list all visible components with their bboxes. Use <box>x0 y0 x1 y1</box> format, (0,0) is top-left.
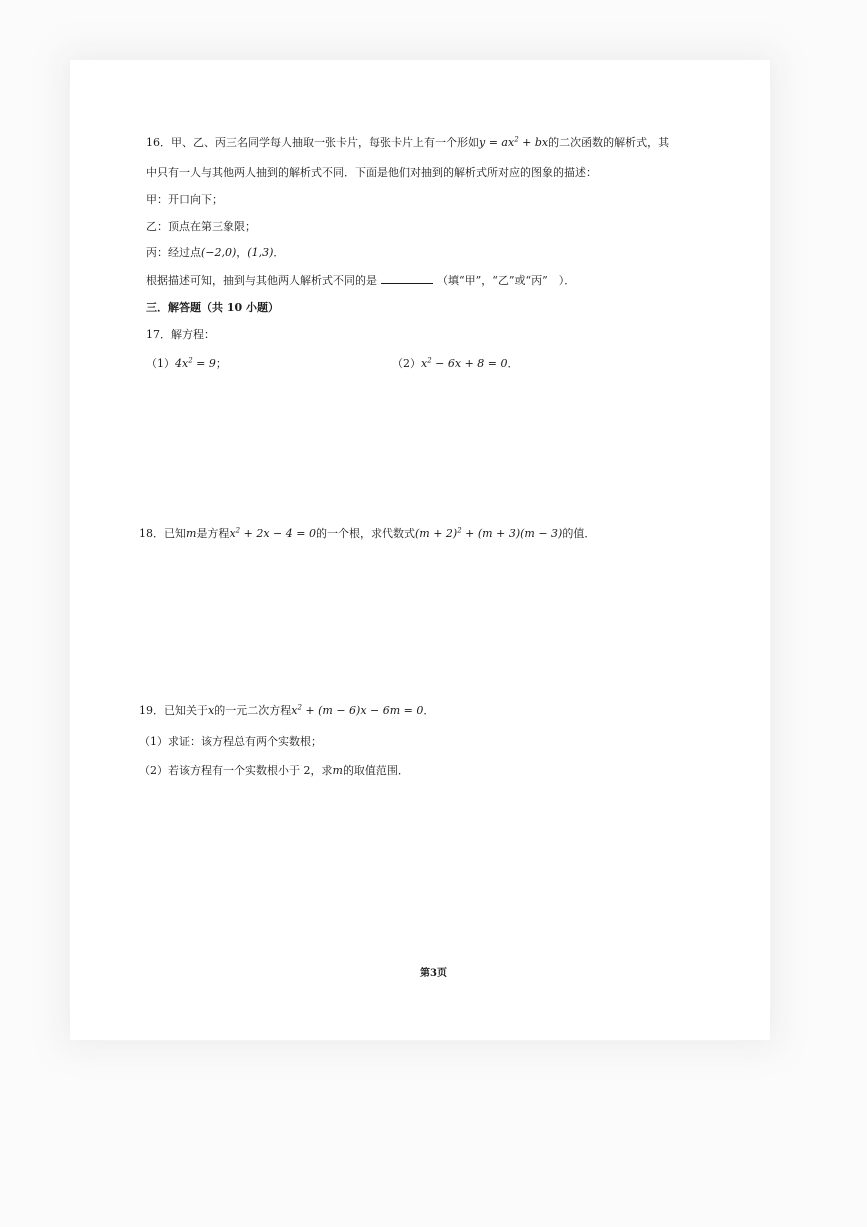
q17-part2 <box>392 357 519 371</box>
q18-expression <box>415 527 562 540</box>
q19-eq-exp: 2 <box>297 703 302 712</box>
q16-line1 <box>146 136 669 150</box>
q16-conclusion-hint: （填“甲”，“乙”或“丙” ）． <box>437 274 576 287</box>
q16-point-1: (−2,0) <box>201 246 237 259</box>
q19-eq-pre: x <box>291 704 298 717</box>
q19-part2-text-b: 的取值范围． <box>342 764 409 777</box>
q18-equation <box>229 527 316 540</box>
q19-part2-var-m: m <box>332 764 343 777</box>
q16-point-2: (1,3) <box>247 246 274 259</box>
q18-eq-pre: x <box>229 527 236 540</box>
q19-eq-post: + (m − 6)x − 6m = 0 <box>301 704 424 717</box>
q18-expr-pre: (m + 2) <box>414 527 458 540</box>
q19-text-a: 19．已知关于 <box>139 704 208 717</box>
q16-bing-text: 丙：经过点 <box>146 246 201 259</box>
q19-line <box>139 704 434 718</box>
q18-eq-exp: 2 <box>235 526 241 535</box>
q16-formula <box>479 136 548 149</box>
q17-part1-eq <box>175 357 216 370</box>
q19-end: ． <box>423 704 435 717</box>
q16-conclusion-text: 根据描述可知，抽到与其他两人解析式不同的是 <box>146 274 377 287</box>
q19-var-x: x <box>208 704 215 717</box>
q18-eq-post: + 2x − 4 = 0 <box>240 527 316 540</box>
q18-text-a: 18．已知 <box>139 527 186 540</box>
q16-jia: 甲：开口向下； <box>146 193 223 206</box>
q17-title: 17．解方程： <box>146 328 215 341</box>
q18-expr-post: + (m + 3)(m − 3) <box>461 527 563 540</box>
q18-expr-exp: 2 <box>457 526 462 535</box>
q17-part1-pre: 4x <box>175 357 189 370</box>
q17-part2-pre: x <box>421 357 428 370</box>
q16-formula-exp: 2 <box>514 135 519 144</box>
q19-part2 <box>139 764 409 778</box>
q16-conclusion <box>146 273 575 288</box>
q17-part2-post: − 6x + 8 = 0 <box>431 357 508 370</box>
q16-formula-pre: y = ax <box>479 136 515 149</box>
q17-part1 <box>146 357 227 371</box>
q16-line2: 中只有一人与其他两人抽到的解析式不同．下面是他们对抽到的解析式所对应的图象的描述： <box>146 166 597 179</box>
answer-blank[interactable] <box>381 273 433 284</box>
q19-part1: （1）求证：该方程总有两个实数根； <box>139 735 322 748</box>
q17-part2-eq <box>421 357 508 370</box>
scan-sheet <box>70 60 770 1040</box>
q16-bing-end: ． <box>273 246 285 259</box>
q19-part2-text-a: （2）若该方程有一个实数根小于 2，求 <box>139 764 333 777</box>
q18-text-c: 的一个根，求代数式 <box>315 527 415 540</box>
q17-part1-label: （1） <box>146 357 175 370</box>
q16-bing <box>146 246 284 260</box>
section-title: 三．解答题（共 10 小题） <box>146 301 279 314</box>
q19-text-b: 的一元二次方程 <box>214 704 292 717</box>
page-number: 第3页 <box>420 968 447 979</box>
q16-yi: 乙：顶点在第三象限； <box>146 220 256 233</box>
q18-text-d: 的值． <box>562 527 596 540</box>
q18-text-b: 是方程 <box>196 527 230 540</box>
q17-part2-end: ． <box>507 357 519 370</box>
q19-equation <box>291 704 423 717</box>
q18-line <box>139 527 595 541</box>
q17-part2-label: （2） <box>392 357 421 370</box>
q16-formula-post: + bx <box>518 136 549 149</box>
q17-part1-post: = 9 <box>192 357 216 370</box>
q16-text-a: 16．甲、乙、丙三名同学每人抽取一张卡片，每张卡片上有一个形如 <box>146 136 479 149</box>
q18-var-m: m <box>186 527 197 540</box>
q17-part1-end: ； <box>215 357 227 370</box>
q17-part2-exp: 2 <box>427 356 432 365</box>
q17-part1-exp: 2 <box>188 356 193 365</box>
q16-bing-sep: ， <box>236 246 248 259</box>
q16-text-b: 的二次函数的解析式，其 <box>548 136 670 149</box>
